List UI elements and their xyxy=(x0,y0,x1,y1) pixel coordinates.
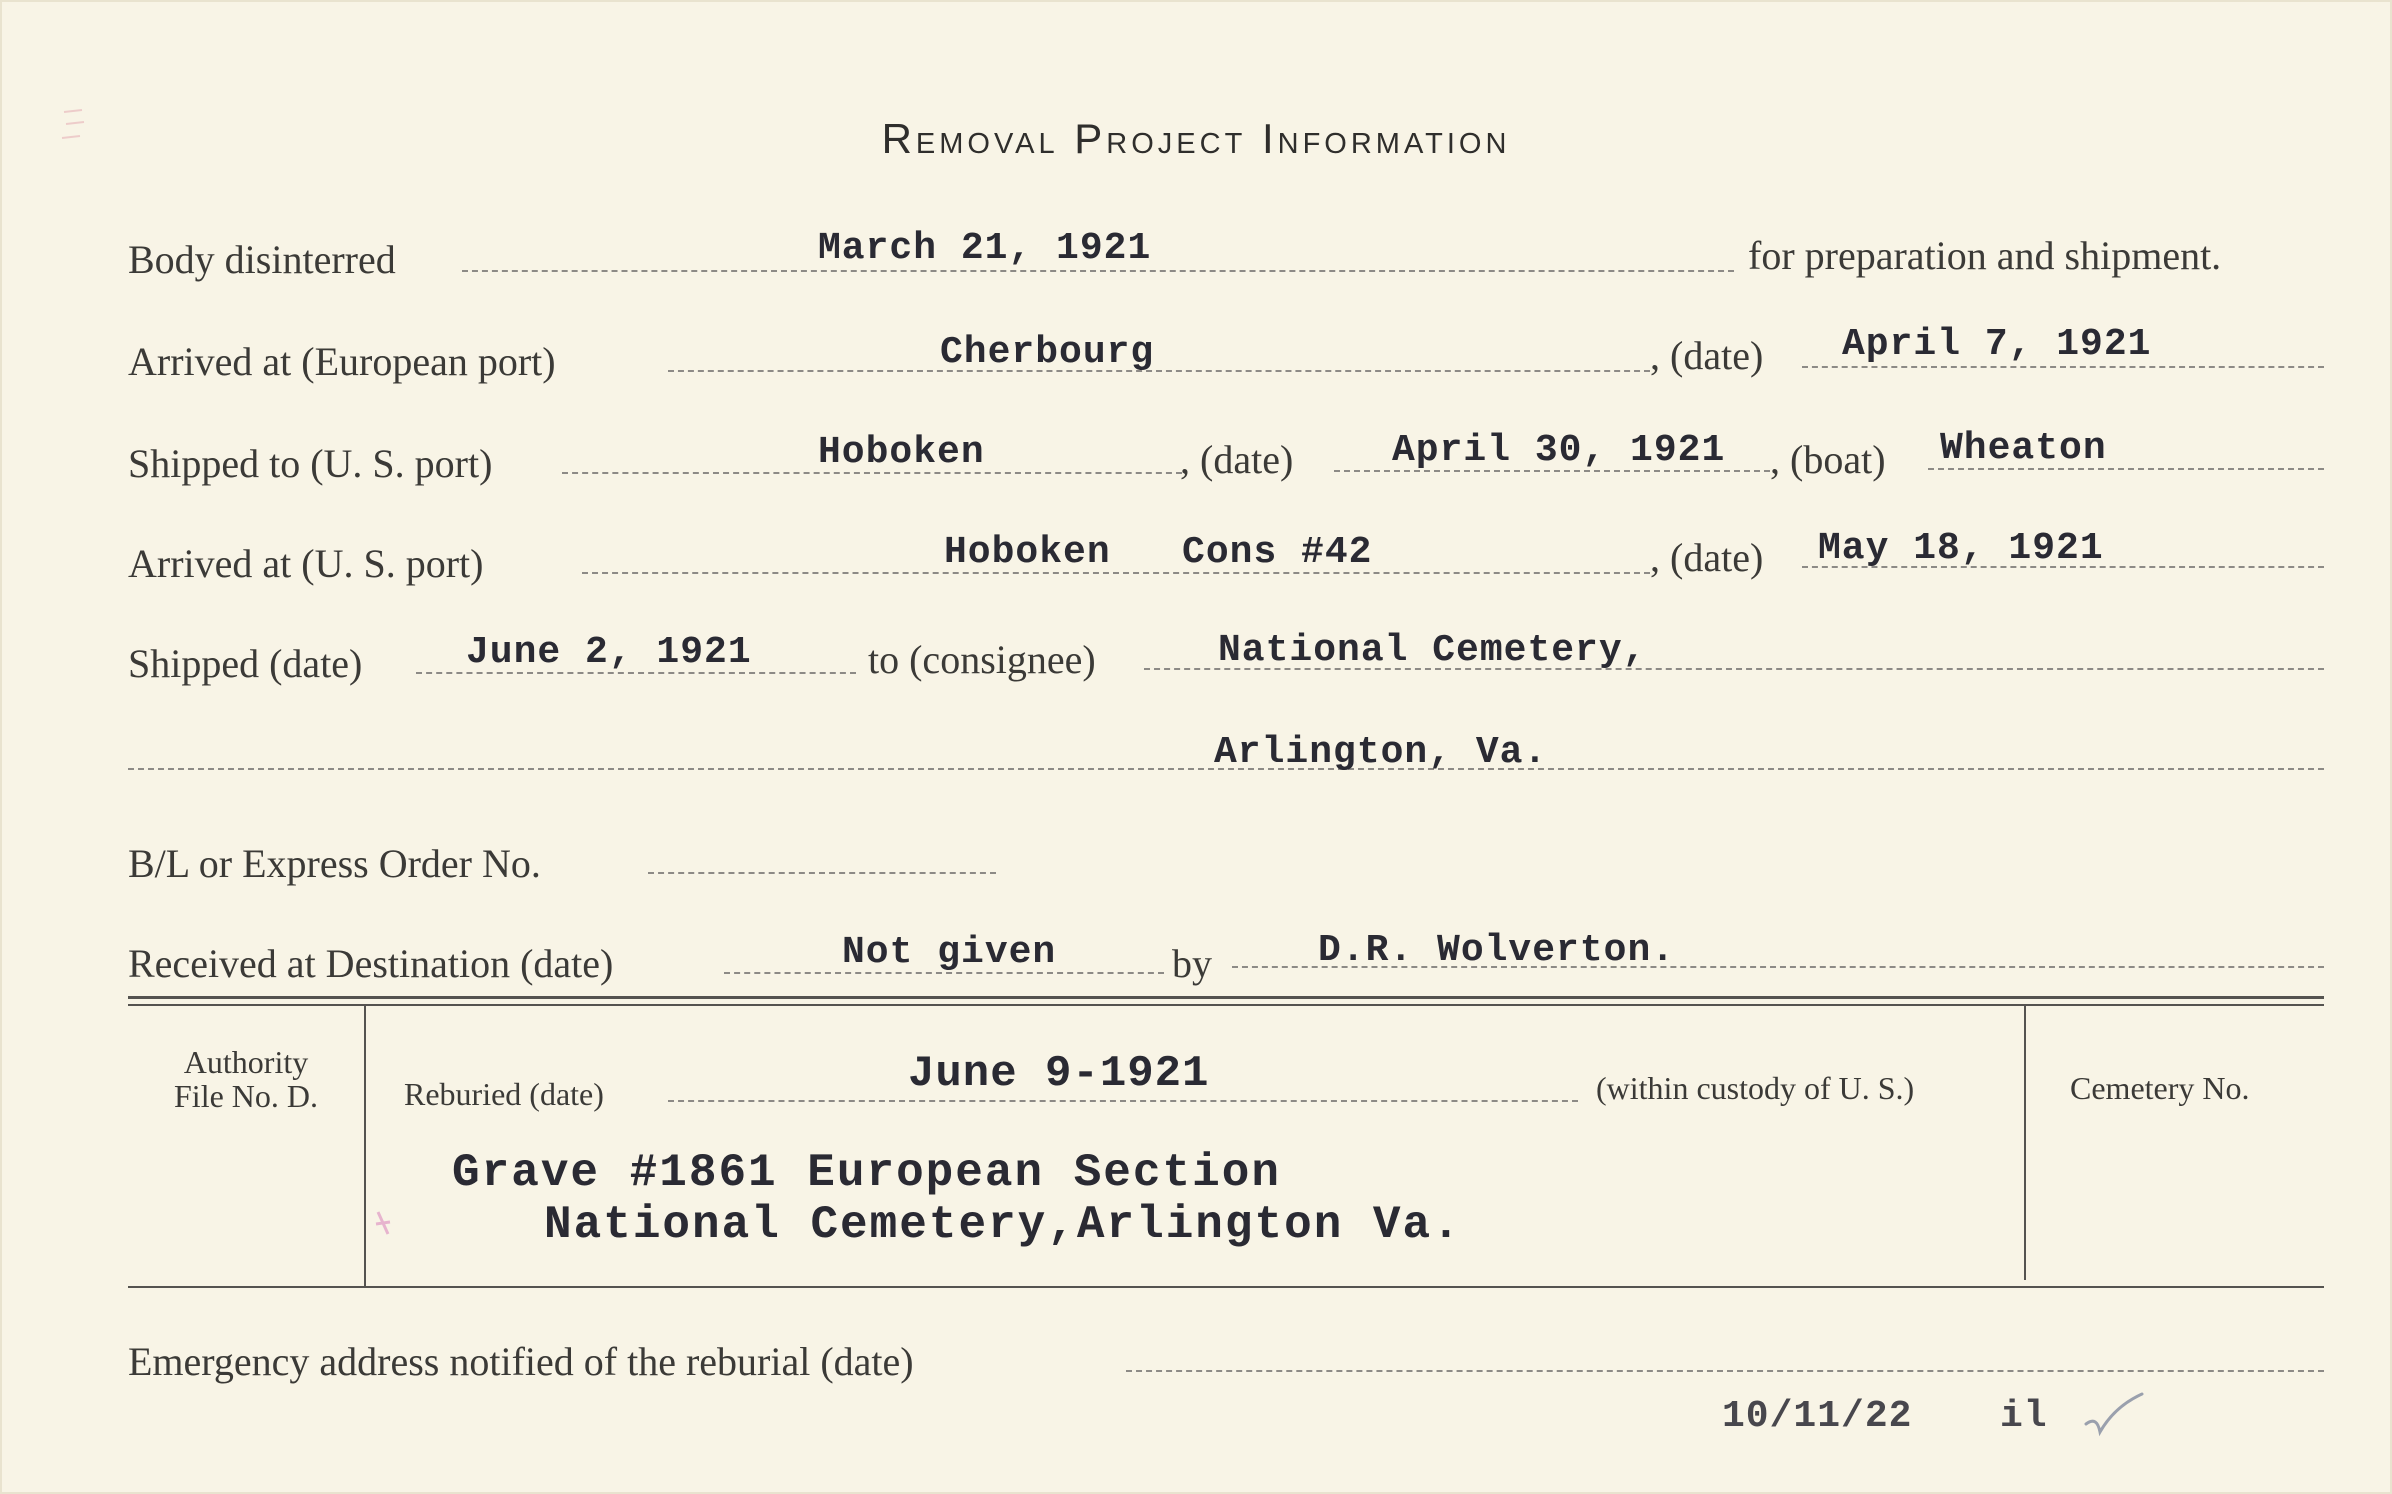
value-received-date: Not given xyxy=(842,931,1057,974)
blank-european-date xyxy=(1802,366,2324,368)
value-european-date: April 7, 1921 xyxy=(1842,323,2152,366)
value-footer-date-stamp: 10/11/22 xyxy=(1722,1395,1913,1438)
value-consignee-line2: Arlington, Va. xyxy=(1214,731,1548,774)
label-received-destination: Received at Destination (date) xyxy=(128,941,614,986)
label-cemetery-no: Cemetery No. xyxy=(2070,1070,2250,1106)
blank-bl-express-order xyxy=(648,872,996,874)
label-authority-file-no: File No. D. xyxy=(174,1078,318,1114)
pencil-check-mark xyxy=(2080,1388,2150,1448)
label-bl-express-order: B/L or Express Order No. xyxy=(128,841,541,886)
box-bottom-rule xyxy=(128,1286,2324,1288)
value-consignee-line1: National Cemetery, xyxy=(1218,629,1647,672)
box-top-rule-1 xyxy=(128,996,2324,999)
label-boat: , (boat) xyxy=(1770,437,1886,482)
value-grave-line1: Grave #1861 European Section xyxy=(452,1147,1281,1199)
label-authority: Authority xyxy=(183,1044,309,1080)
value-reburied-date: June 9-1921 xyxy=(908,1049,1210,1099)
blank-european-port xyxy=(668,370,1650,372)
value-arrived-us-port: Hoboken Cons #42 xyxy=(944,531,1373,574)
value-arrived-us-date: May 18, 1921 xyxy=(1818,527,2104,570)
card-title: Removal Project Information xyxy=(881,115,1511,162)
label-emergency-address: Emergency address notified of the reburial (date) xyxy=(128,1339,914,1384)
label-consignee: to (consignee) xyxy=(868,637,1096,682)
label-reburied-date: Reburied (date) xyxy=(404,1076,604,1112)
value-footer-initials: il xyxy=(2000,1395,2048,1438)
value-boat: Wheaton xyxy=(1940,427,2107,470)
label-arrived-us-date: , (date) xyxy=(1650,535,1764,580)
value-received-by: D.R. Wolverton. xyxy=(1318,929,1676,972)
label-within-custody: (within custody of U. S.) xyxy=(1596,1070,1915,1106)
box-divider-left xyxy=(364,1006,366,1286)
value-disinterred-date: March 21, 1921 xyxy=(818,227,1152,270)
label-shipped-date: Shipped (date) xyxy=(128,641,363,686)
label-european-port: Arrived at (European port) xyxy=(128,339,556,384)
value-european-port: Cherbourg xyxy=(940,331,1155,374)
label-received-by: by xyxy=(1172,941,1212,986)
blank-disinterred xyxy=(462,270,1734,272)
label-arrived-us-port: Arrived at (U. S. port) xyxy=(128,541,484,586)
value-shipped-us-date: April 30, 1921 xyxy=(1392,429,1726,472)
label-shipped-us-date: , (date) xyxy=(1180,437,1294,482)
stain-mark xyxy=(54,104,94,154)
value-grave-line2: National Cemetery,Arlington Va. xyxy=(544,1199,1462,1251)
label-preparation-shipment: for preparation and shipment. xyxy=(1748,233,2222,278)
label-shipped-to-us-port: Shipped to (U. S. port) xyxy=(128,441,493,486)
blank-reburied-date xyxy=(668,1100,1578,1102)
pink-ink-mark xyxy=(372,1208,396,1238)
blank-emergency-date xyxy=(1126,1370,2324,1372)
label-european-date: , (date) xyxy=(1650,333,1764,378)
box-top-rule-2 xyxy=(128,1004,2324,1006)
box-divider-right xyxy=(2024,1006,2026,1280)
value-shipped-us-port: Hoboken xyxy=(818,431,985,474)
value-shipped-date: June 2, 1921 xyxy=(466,631,752,674)
label-body-disinterred: Body disinterred xyxy=(128,237,396,282)
